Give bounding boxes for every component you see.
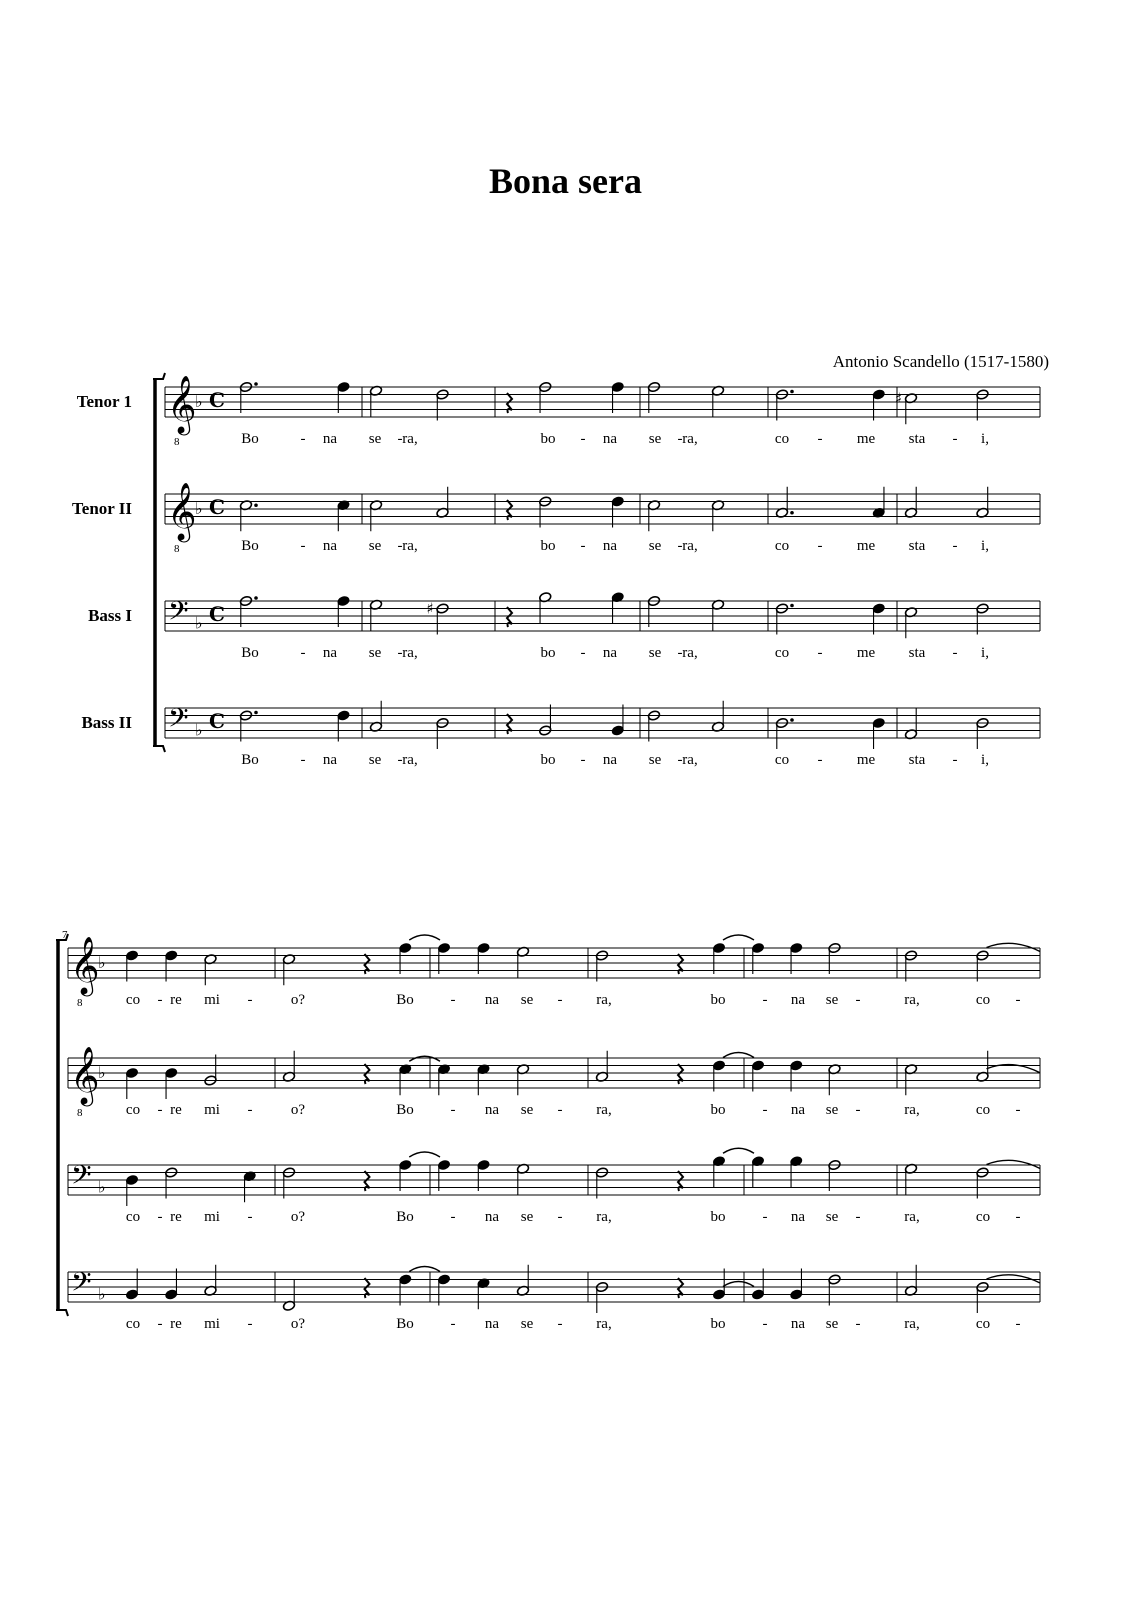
- lyric-syllable: co: [125, 992, 141, 1008]
- tie: [723, 1282, 754, 1287]
- lyric-hyphen: -: [450, 1316, 456, 1332]
- sharp-accidental-icon: ♯: [426, 599, 434, 618]
- tie: [409, 935, 440, 940]
- lyric-syllable: me: [856, 752, 876, 768]
- bracket-hook-bottom: [153, 746, 165, 752]
- lyric-syllable: na: [602, 752, 618, 768]
- lyric-syllable: ra,: [904, 1316, 920, 1332]
- lyric-hyphen: -: [557, 1316, 563, 1332]
- lyric-syllable: sta: [908, 645, 926, 661]
- lyric-syllable: Bo: [396, 1316, 414, 1332]
- bracket-hook-bottom: [56, 1310, 68, 1316]
- lyric-hyphen: -: [300, 538, 306, 554]
- lyric-syllable: na: [602, 431, 618, 447]
- quarter-note: [790, 1289, 803, 1300]
- quarter-rest: [365, 1278, 370, 1298]
- lyric-syllable: se: [825, 992, 839, 1008]
- part-name: Tenor 1: [76, 392, 132, 411]
- quarter-rest: [365, 1064, 370, 1084]
- quarter-note: [790, 942, 803, 953]
- lyric-hyphen: -: [817, 645, 823, 661]
- lyric-hyphen: -: [762, 992, 768, 1008]
- lyric-syllable: bo: [540, 752, 556, 768]
- lyric-syllable: re: [170, 992, 182, 1008]
- lyric-hyphen: -: [1015, 1209, 1021, 1225]
- augmentation-dot: [790, 511, 794, 515]
- quarter-note: [437, 942, 450, 953]
- lyric-syllable: Bo: [396, 992, 414, 1008]
- lyric-syllable: se: [520, 1316, 534, 1332]
- quarter-note: [125, 950, 138, 961]
- lyric-syllable: se: [368, 645, 382, 661]
- lyric-syllable: ra,: [682, 431, 698, 447]
- augmentation-dot: [254, 596, 258, 600]
- lyric-syllable: se: [520, 1209, 534, 1225]
- key-flat-icon: ♭: [98, 953, 106, 972]
- quarter-note: [437, 1274, 450, 1285]
- lyric-syllable: bo: [710, 1316, 726, 1332]
- lyric-syllable: na: [790, 1102, 806, 1118]
- lyric-hyphen: -: [855, 992, 861, 1008]
- lyric-syllable: ra,: [402, 752, 418, 768]
- quarter-note: [437, 1159, 450, 1170]
- lyric-syllable: Bo: [241, 538, 259, 554]
- lyric-hyphen: -: [247, 1209, 253, 1225]
- quarter-rest: [507, 607, 512, 627]
- lyric-syllable: re: [170, 1209, 182, 1225]
- key-flat-icon: ♭: [195, 392, 203, 411]
- lyric-syllable: se: [825, 1209, 839, 1225]
- lyric-syllable: se: [368, 752, 382, 768]
- tie: [409, 1267, 440, 1272]
- octave-8-marker: 8: [174, 436, 180, 448]
- lyric-syllable: co: [774, 538, 790, 554]
- lyric-syllable: me: [856, 431, 876, 447]
- lyric-syllable: na: [322, 645, 338, 661]
- lyric-syllable: se: [648, 645, 662, 661]
- treble-clef-icon: 𝄞: [70, 1046, 100, 1104]
- lyric-syllable: i,: [981, 645, 989, 661]
- lyric-syllable: mi: [204, 1209, 220, 1225]
- lyric-hyphen: -: [247, 1316, 253, 1332]
- octave-8-marker: 8: [174, 543, 180, 555]
- lyric-syllable: Bo: [241, 645, 259, 661]
- lyric-syllable: se: [520, 992, 534, 1008]
- lyric-hyphen: -: [557, 992, 563, 1008]
- augmentation-dot: [790, 718, 794, 722]
- lyric-hyphen: -: [677, 538, 683, 554]
- bass-clef-icon: 𝄢: [168, 595, 189, 633]
- quarter-note: [712, 1289, 725, 1300]
- lyric-syllable: o?: [290, 1209, 306, 1225]
- lyric-syllable: se: [520, 1102, 534, 1118]
- lyric-syllable: Bo: [241, 431, 259, 447]
- augmentation-dot: [254, 711, 258, 715]
- quarter-rest: [678, 954, 683, 974]
- quarter-note: [712, 1060, 725, 1071]
- lyric-hyphen: -: [677, 752, 683, 768]
- quarter-note: [125, 1289, 138, 1300]
- lyric-hyphen: -: [952, 645, 958, 661]
- augmentation-dot: [254, 503, 258, 507]
- lyric-hyphen: -: [300, 645, 306, 661]
- tie-continuation: [987, 1275, 1041, 1283]
- lyric-syllable: bo: [710, 992, 726, 1008]
- lyric-syllable: na: [322, 431, 338, 447]
- lyric-syllable: na: [790, 1316, 806, 1332]
- quarter-note: [477, 942, 490, 953]
- lyric-syllable: ra,: [402, 538, 418, 554]
- lyric-hyphen: -: [397, 431, 403, 447]
- lyric-syllable: se: [368, 431, 382, 447]
- lyric-syllable: co: [975, 1316, 991, 1332]
- lyric-hyphen: -: [247, 1102, 253, 1118]
- tie-continuation: [987, 1160, 1041, 1168]
- quarter-note: [337, 595, 350, 606]
- tie: [723, 1148, 754, 1153]
- quarter-note: [611, 725, 624, 736]
- lyric-syllable: co: [774, 645, 790, 661]
- lyric-syllable: co: [975, 1209, 991, 1225]
- lyric-syllable: sta: [908, 431, 926, 447]
- lyric-hyphen: -: [157, 1316, 163, 1332]
- key-flat-icon: ♭: [98, 1177, 106, 1197]
- lyric-syllable: bo: [540, 431, 556, 447]
- quarter-rest: [678, 1278, 683, 1298]
- lyric-hyphen: -: [1015, 1316, 1021, 1332]
- treble-clef-icon: 𝄞: [167, 482, 197, 540]
- lyric-hyphen: -: [1015, 1102, 1021, 1118]
- lyric-hyphen: -: [397, 538, 403, 554]
- augmentation-dot: [790, 604, 794, 608]
- quarter-note: [399, 1274, 412, 1285]
- lyric-syllable: o?: [290, 992, 306, 1008]
- lyric-syllable: bo: [540, 538, 556, 554]
- lyric-syllable: ra,: [904, 1209, 920, 1225]
- lyric-syllable: ra,: [402, 645, 418, 661]
- lyric-hyphen: -: [952, 431, 958, 447]
- lyric-syllable: re: [170, 1102, 182, 1118]
- quarter-rest: [507, 500, 512, 520]
- time-signature-c: C: [209, 495, 225, 519]
- quarter-note: [872, 603, 885, 614]
- sharp-accidental-icon: ♯: [895, 389, 903, 408]
- lyric-syllable: na: [484, 1316, 500, 1332]
- key-flat-icon: ♭: [195, 613, 203, 633]
- lyric-syllable: ra,: [596, 1102, 612, 1118]
- lyric-syllable: co: [125, 1316, 141, 1332]
- time-signature-c: C: [209, 602, 225, 626]
- quarter-note: [872, 389, 885, 400]
- key-flat-icon: ♭: [195, 499, 203, 518]
- lyric-hyphen: -: [677, 431, 683, 447]
- lyric-syllable: i,: [981, 538, 989, 554]
- lyric-hyphen: -: [300, 752, 306, 768]
- lyric-syllable: na: [602, 538, 618, 554]
- quarter-note: [337, 381, 350, 392]
- lyric-hyphen: -: [397, 645, 403, 661]
- lyric-syllable: se: [368, 538, 382, 554]
- lyric-syllable: co: [125, 1209, 141, 1225]
- lyric-syllable: ra,: [596, 992, 612, 1008]
- tie: [723, 1053, 754, 1058]
- tie: [723, 935, 754, 940]
- lyric-syllable: ra,: [904, 1102, 920, 1118]
- lyric-hyphen: -: [580, 752, 586, 768]
- quarter-rest: [678, 1064, 683, 1084]
- lyric-hyphen: -: [677, 645, 683, 661]
- quarter-note: [790, 1060, 803, 1071]
- lyric-hyphen: -: [855, 1209, 861, 1225]
- lyric-syllable: ra,: [596, 1209, 612, 1225]
- lyric-hyphen: -: [580, 538, 586, 554]
- octave-8-marker: 8: [77, 1107, 83, 1119]
- lyric-syllable: Bo: [396, 1102, 414, 1118]
- lyric-syllable: mi: [204, 1102, 220, 1118]
- lyric-syllable: co: [975, 992, 991, 1008]
- lyric-syllable: na: [602, 645, 618, 661]
- lyric-hyphen: -: [762, 1209, 768, 1225]
- lyric-hyphen: -: [817, 538, 823, 554]
- lyric-syllable: co: [774, 431, 790, 447]
- quarter-rest: [365, 954, 370, 974]
- lyric-syllable: ra,: [682, 645, 698, 661]
- lyric-syllable: bo: [540, 645, 556, 661]
- lyric-syllable: i,: [981, 752, 989, 768]
- quarter-note: [751, 1060, 764, 1071]
- lyric-hyphen: -: [855, 1316, 861, 1332]
- quarter-note: [611, 381, 624, 392]
- time-signature-c: C: [209, 388, 225, 412]
- lyric-hyphen: -: [952, 538, 958, 554]
- lyric-syllable: na: [322, 538, 338, 554]
- measure-number: 7: [62, 929, 68, 941]
- lyric-syllable: ra,: [596, 1316, 612, 1332]
- part-name: Bass I: [88, 606, 132, 625]
- lyric-hyphen: -: [817, 752, 823, 768]
- key-flat-icon: ♭: [195, 720, 203, 740]
- bracket-hook-top: [153, 373, 165, 379]
- lyric-hyphen: -: [247, 992, 253, 1008]
- treble-clef-icon: 𝄞: [167, 375, 197, 433]
- lyric-syllable: se: [648, 431, 662, 447]
- lyric-syllable: co: [975, 1102, 991, 1118]
- lyric-syllable: na: [484, 992, 500, 1008]
- lyric-hyphen: -: [450, 1209, 456, 1225]
- lyric-hyphen: -: [157, 992, 163, 1008]
- lyric-syllable: na: [484, 1209, 500, 1225]
- lyric-syllable: sta: [908, 538, 926, 554]
- lyric-hyphen: -: [580, 431, 586, 447]
- lyric-syllable: se: [825, 1102, 839, 1118]
- bass-clef-icon: 𝄢: [71, 1159, 92, 1197]
- lyric-syllable: ra,: [402, 431, 418, 447]
- lyric-hyphen: -: [762, 1316, 768, 1332]
- augmentation-dot: [790, 390, 794, 394]
- page-title: Bona sera: [489, 161, 642, 201]
- quarter-note: [477, 1159, 490, 1170]
- lyric-syllable: ra,: [682, 752, 698, 768]
- lyric-syllable: o?: [290, 1316, 306, 1332]
- lyric-hyphen: -: [450, 992, 456, 1008]
- tie: [409, 1056, 440, 1061]
- lyric-hyphen: -: [397, 752, 403, 768]
- lyric-hyphen: -: [952, 752, 958, 768]
- lyric-hyphen: -: [1015, 992, 1021, 1008]
- lyric-hyphen: -: [157, 1209, 163, 1225]
- lyric-syllable: se: [648, 538, 662, 554]
- lyric-syllable: co: [125, 1102, 141, 1118]
- lyric-syllable: na: [790, 992, 806, 1008]
- lyric-syllable: re: [170, 1316, 182, 1332]
- quarter-note: [872, 717, 885, 728]
- lyric-syllable: me: [856, 538, 876, 554]
- lyric-hyphen: -: [817, 431, 823, 447]
- lyric-syllable: na: [790, 1209, 806, 1225]
- lyric-syllable: na: [484, 1102, 500, 1118]
- quarter-note: [751, 942, 764, 953]
- quarter-note: [611, 496, 624, 507]
- quarter-note: [399, 1159, 412, 1170]
- lyric-syllable: na: [322, 752, 338, 768]
- lyric-syllable: Bo: [396, 1209, 414, 1225]
- quarter-note: [125, 1067, 138, 1078]
- octave-8-marker: 8: [77, 997, 83, 1009]
- part-name: Tenor II: [72, 499, 132, 518]
- quarter-rest: [507, 714, 512, 734]
- quarter-note: [399, 942, 412, 953]
- part-name: Bass II: [81, 713, 132, 732]
- composer-credit: Antonio Scandello (1517-1580): [832, 352, 1049, 371]
- lyric-syllable: me: [856, 645, 876, 661]
- lyric-syllable: o?: [290, 1102, 306, 1118]
- key-flat-icon: ♭: [98, 1284, 106, 1304]
- bass-clef-icon: 𝄢: [71, 1266, 92, 1304]
- bass-clef-icon: 𝄢: [168, 702, 189, 740]
- lyric-syllable: se: [648, 752, 662, 768]
- tie: [409, 1152, 440, 1157]
- lyric-syllable: ra,: [682, 538, 698, 554]
- quarter-note: [712, 942, 725, 953]
- lyric-hyphen: -: [157, 1102, 163, 1118]
- lyric-hyphen: -: [557, 1102, 563, 1118]
- lyric-syllable: sta: [908, 752, 926, 768]
- tie-continuation: [987, 943, 1041, 951]
- quarter-rest: [365, 1171, 370, 1191]
- lyric-syllable: bo: [710, 1102, 726, 1118]
- lyric-hyphen: -: [580, 645, 586, 661]
- key-flat-icon: ♭: [98, 1063, 106, 1082]
- lyric-hyphen: -: [762, 1102, 768, 1118]
- quarter-note: [165, 1289, 178, 1300]
- lyric-syllable: Bo: [241, 752, 259, 768]
- lyric-syllable: se: [825, 1316, 839, 1332]
- quarter-rest: [507, 393, 512, 413]
- lyric-syllable: mi: [204, 1316, 220, 1332]
- lyric-syllable: ra,: [904, 992, 920, 1008]
- quarter-note: [165, 1067, 178, 1078]
- quarter-note: [337, 710, 350, 721]
- quarter-note: [165, 950, 178, 961]
- lyric-syllable: co: [774, 752, 790, 768]
- time-signature-c: C: [209, 709, 225, 733]
- quarter-note: [125, 1174, 138, 1185]
- lyric-hyphen: -: [855, 1102, 861, 1118]
- quarter-rest: [678, 1171, 683, 1191]
- lyric-syllable: mi: [204, 992, 220, 1008]
- lyric-hyphen: -: [557, 1209, 563, 1225]
- treble-clef-icon: 𝄞: [70, 936, 100, 994]
- lyric-syllable: i,: [981, 431, 989, 447]
- quarter-note: [751, 1289, 764, 1300]
- lyric-syllable: bo: [710, 1209, 726, 1225]
- augmentation-dot: [254, 382, 258, 386]
- lyric-hyphen: -: [450, 1102, 456, 1118]
- lyric-hyphen: -: [300, 431, 306, 447]
